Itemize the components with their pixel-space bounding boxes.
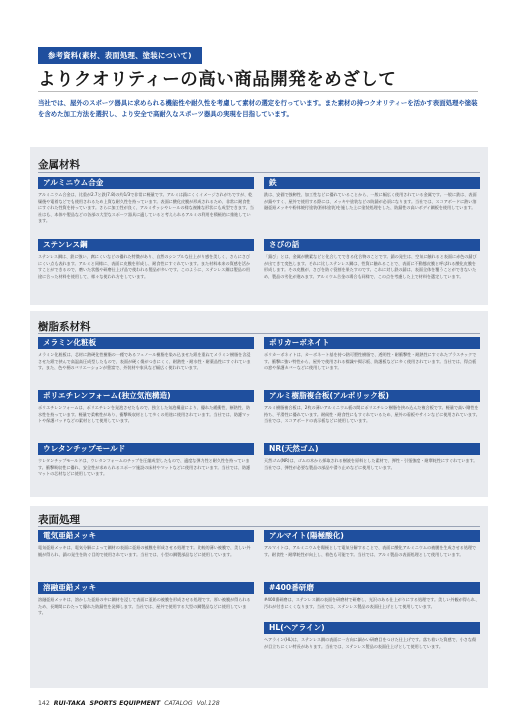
item-text: 「錆び」とは、金属が酸素などと化合してできる化合物のことです。錆の発生は、空気に触れると表面に赤色の錆びが出てきて変色します。それに比しステンレス鋼は、性質に触れることで、表面に不動態皮膜と呼ばれる酸化皮膜を形成します。その皮膜が、さびを防ぐ役割を果たすのです。これに対し鉄の錆は、表面全体を覆うことができないため、製品の劣化が進みます。アルミウム合金の場合も同様で、この点を考慮した上で材料を選定しています。 [264,254,477,279]
item-text: ウレタンチップモールドは、ウレタンフォームのチップを圧縮成型したもので、適度な弾力性と耐久性を持っています。衝撃吸収性に優れ、安全性が求められるスポーツ施設の床材やマットなどに使用されています。当社では、防護マットの芯材などに使用しています。 [38,458,251,477]
item-heading: 電気亜鉛メッキ [38,530,254,542]
resin-item-polycarbonate [264,337,480,379]
page-footer [38,700,220,707]
item-text: #400番研磨は、ステンレス鋼の表面を研磨材で研磨し、光沢のある仕上がりにする処理です。美しい外観が得られ、汚れが付きにくくなります。当社では、ステンレス製品の表面仕上げとして使用しています。 [264,597,480,609]
item-heading: アルミニウム合金 [38,177,254,189]
resin-section-title: 樹脂系材料 [38,321,91,333]
resin-item-pe-foam [38,390,254,432]
surface-panel [30,506,488,688]
metal-item-stainless [38,239,254,306]
surface-item-electro-zinc [38,530,254,578]
item-heading: 溶融亜鉛メッキ [38,582,254,594]
resin-item-melamine [38,337,254,379]
item-text: 鉄は、安価で強靭性、加工性などに優れていることから、一般に幅広く使用されている金属です。一般に鉄は、表面が錆やすく、屋外で使用する際には、メッキや塗装などの防錆が必須になります。当社では、スコアボードに熱い溶融亜鉛メッキや粉体焼付塗装(粉体塗装)を施した上に塗装処理をした、防錆性の高いボデイ鋼板を使用しています。 [264,192,477,211]
item-heading: ポリエチレンフォーム(独立気泡構造) [38,390,254,402]
item-text: ポリエチレンフォームは、ポリエチレンを発泡させたもので、独立した気泡構造により、優れた緩衝性、断熱性、防水性を持っています。軽量で柔軟性があり、衝撃吸収材として多くの用途に使用されています。当社では、防護マットや保護パッドなどの素材として使用しています。 [38,405,251,424]
metal-section-title: 金属材料 [38,159,80,171]
item-text: アルミニウム合金は、比重が2.7と鉄(7.8)の約1/3で非常に軽量です。アルミは錆にくくイメージされがちですが、乾燥後や電着などでも使用されるため上質な耐久性を持っています。表面に酸化皮膜が形成されるため、非常に耐食性にすぐれた性質を持っています。さらに加工性が良く、アルミサッシやレールの様な複雑な形状にも成型できます。当社はも、本体や製品などの各部の大型なスポーツ器具に適していると考えられるアルミの利用を積極的に推進しています。 [38,192,254,224]
surface-item-hairline [264,622,480,677]
item-text: アルミ樹脂複合板は、2枚の薄いアルミニウム板の間にポリエチレン樹脂を挟み込んだ複合板です。軽量で高い剛性を持ち、平滑性に優れています。耐候性・耐食性にもすぐれているため、屋外の看板やサインなどに使用されています。当社では、スコアボードの表示板などに使用しています。 [264,405,480,424]
catalog-volume: Vol.128 [196,700,220,707]
resin-item-urethane [38,443,254,485]
item-text: 天然ゴム(NR)は、ゴムの木から採取される樹液を原料とした素材で、弾性・引張強度・耐摩耗性にすぐれています。当社では、弾性が必要な製品の部品や滑り止めなどに使用しています。 [264,458,478,470]
resin-panel [30,311,488,497]
item-heading: HL(ヘアライン) [264,622,480,634]
brand-logo: RUI-TAKA [53,700,86,707]
section-tag: 参考資料(素材、表面処理、塗装について) [38,47,202,64]
item-text: 溶融亜鉛メッキは、溶かした亜鉛の中に鋼材を浸して表面に亜鉛の被膜を形成させる処理です。厚い被膜が得られるため、長期間にわたって優れた防錆性を発揮します。当社では、屋外で使用する大型の鋼製品などに使用しています。 [38,597,251,616]
resin-item-alpolic [264,390,480,432]
metal-panel [30,147,488,305]
surface-section-rule [38,526,480,527]
surface-item-hot-dip-zinc [38,582,254,643]
item-heading: さびの話 [264,239,480,251]
page-number: 142 [38,700,50,707]
title-divider [38,91,478,92]
page-title: よりクオリティーの高い商品開発をめざして [38,70,397,90]
item-text: ポリカーボネイトは、カーボネート基を持つ熱可塑性樹脂で、透明性・耐衝撃性・耐熱性にすぐれたプラスチックです。衝撃に強い特性から、屋外で使用される標識や掲示板、防護板などに多く使用されています。当社では、得点板の窓や保護カバーなどに使用しています。 [264,352,477,371]
resin-item-nr [264,443,480,485]
item-text: ヘアライン(HL)は、ステンレス鋼の表面に一方向に細かい研磨目をつけた仕上げです。落ち着いた質感で、小さな傷が目立ちにくい特長があります。当社では、ステンレス製品の表面仕上げとして使用しています。 [264,637,477,649]
catalog-name: SPORTS EQUIPMENT [89,700,161,707]
metal-item-aluminum [38,177,254,238]
intro-text: 当社では、屋外のスポーツ器具に求められる機能性や耐久性を考慮して素材の選定を行っています。また素材の持つクオリティーを活かす表面処理や塗装を含めた加工方法を選択し、より安全で高耐久なスポーツ器具の実現を目指しています。 [38,99,478,118]
item-text: アルマイトは、アルミニウムを陽極として電気分解することで、表面に酸化アルミニウムの被膜を生成させる処理です。耐食性・耐摩耗性が向上し、着色も可能です。当社では、アルミ製品の表面処理として使用しています。 [264,545,477,557]
item-heading: 鉄 [264,177,480,189]
item-text: 電気亜鉛メッキは、電気分解によって鋼材の表面に亜鉛の被膜を形成させる処理です。比較的薄い被膜で、美しい外観が得られ、錆の発生を防ぐ目的で使用されています。当社では、小型の鋼製部品などに使用しています。 [38,545,251,557]
surface-item-alumite [264,530,480,578]
surface-item-400-polish [264,582,480,617]
metal-item-rust [264,239,480,306]
item-text: メラミン化粧板は、芯材に熱硬化性樹脂の一種であるフェノール樹脂を染み込ませた紙を重ねてメラミン樹脂を含浸させた紙で挟んで高温高圧成型したもので、表面が硬く傷がつきにくく、耐熱性・耐水性・耐薬品性にすぐれています。また、色や柄のバリエーションが豊富で、外装材や家具など幅広く使われています。 [38,352,251,371]
catalog-label: CATALOG [164,700,193,707]
item-text: ステンレス鋼は、鉄に強い、腐にくいなどの優れた特徴があり、自然のシンプルな仕上がり感を美しく、さらにさびにくい点も表れます。アルミと同様に、表面に皮膜を形成し、耐食性にすぐれています。また材料本来の質感を活かすことができるので、磨いた状態や研磨仕上げ品で使われる製品が多いです。このように、ステンレス鋼は製品の用途に合った材料を使用して、様々な使われ方をしています。 [38,254,251,279]
item-heading: ポリカーボネイト [264,337,480,349]
surface-section-title: 表面処理 [38,514,80,526]
metal-section-rule [38,172,480,173]
item-heading: メラミン化粧板 [38,337,254,349]
resin-section-rule [38,333,480,334]
item-heading: アルマイト(陽極酸化) [264,530,480,542]
metal-item-iron [264,177,480,238]
item-heading: NR(天然ゴム) [264,443,480,455]
item-heading: ウレタンチップモールド [38,443,254,455]
item-heading: #400番研磨 [264,582,480,594]
item-heading: ステンレス鋼 [38,239,254,251]
item-heading: アルミ樹脂複合板(アルポリック板) [264,390,480,402]
